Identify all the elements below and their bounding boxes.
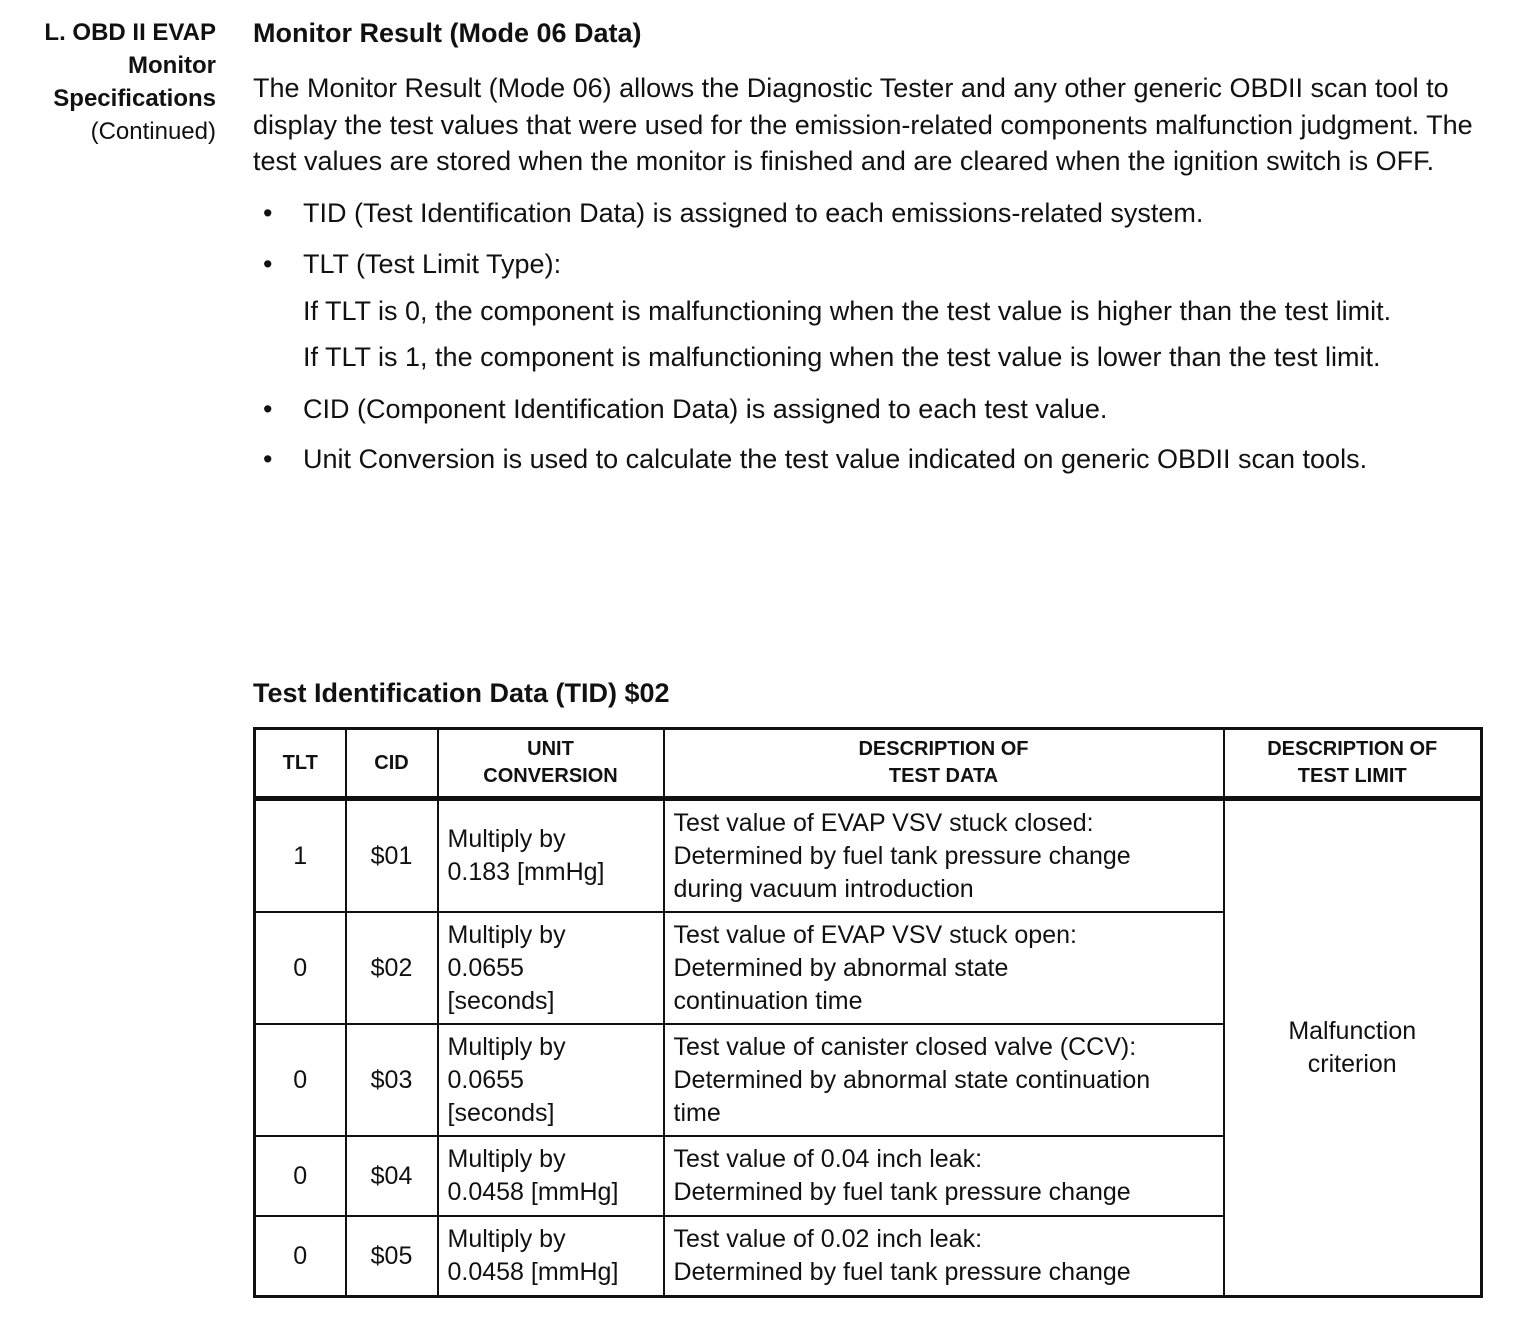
cell-line: 0.0655 xyxy=(447,953,524,982)
header-text-line: CONVERSION xyxy=(483,765,618,787)
header-tlt: TLT xyxy=(255,729,346,799)
header-text-line: TEST LIMIT xyxy=(1297,765,1407,787)
cell-line: Test value of 0.04 inch leak: xyxy=(673,1145,983,1173)
cell-line: 0.0458 [mmHg] xyxy=(447,1178,619,1206)
cell-line: [seconds] xyxy=(447,986,555,1015)
cell-line: Malfunction xyxy=(1288,1017,1417,1045)
cell-description xyxy=(664,912,1224,1024)
cell-line: Test value of 0.02 inch leak: xyxy=(673,1225,983,1253)
table-header-row xyxy=(255,729,1482,799)
cell-line: Determined by abnormal state xyxy=(673,953,1009,982)
sidebar-line-3: Specifications xyxy=(53,85,216,112)
cell-tlt: 0 xyxy=(255,1136,346,1216)
tid-table xyxy=(253,727,1483,1298)
cell-description xyxy=(664,1024,1224,1136)
bullet-tid xyxy=(253,195,1483,232)
header-description-test-limit xyxy=(1224,729,1482,799)
cell-description xyxy=(664,1136,1224,1216)
header-text-line: UNIT xyxy=(527,738,574,760)
cell-line: criterion xyxy=(1307,1050,1397,1078)
table-title: Test Identification Data (TID) $02 xyxy=(253,678,670,708)
bullet-cid xyxy=(253,391,1483,428)
cell-description xyxy=(664,799,1224,913)
header-unit-conversion xyxy=(438,729,664,799)
sidebar-line-2: Monitor xyxy=(128,52,216,79)
bullet-unit-conversion xyxy=(253,441,1423,478)
tlt-zero-note: If TLT is 0, the component is malfunctioning when the test value is higher than the test limit. xyxy=(303,295,1392,326)
cell-cid: $04 xyxy=(346,1136,438,1216)
cell-tlt: 1 xyxy=(255,799,346,913)
cell-test-limit xyxy=(1224,799,1482,1297)
cell-line: Determined by abnormal state continuation xyxy=(673,1065,1151,1094)
cell-line: Test value of EVAP VSV stuck open: xyxy=(673,920,1077,949)
cell-tlt: 0 xyxy=(255,1024,346,1136)
cell-tlt: 0 xyxy=(255,1216,346,1297)
header-text-line: TEST DATA xyxy=(888,765,999,787)
sidebar-line-1: L. OBD II EVAP xyxy=(44,19,216,46)
bullet-text: TLT (Test Limit Type): xyxy=(303,249,562,279)
cell-unit-conversion xyxy=(438,799,664,913)
bullet-text: CID (Component Identification Data) is assigned to each test value. xyxy=(303,393,1108,424)
section-title: Monitor Result (Mode 06 Data) xyxy=(253,18,642,48)
cell-unit-conversion xyxy=(438,1216,664,1297)
cell-line: Multiply by xyxy=(447,920,566,949)
cell-line: Determined by fuel tank pressure change xyxy=(673,841,1131,870)
cell-line: Multiply by xyxy=(447,1032,566,1061)
header-text-line: DESCRIPTION OF xyxy=(858,738,1029,760)
bullet-dot: • xyxy=(263,393,273,424)
cell-line: Multiply by xyxy=(447,825,566,853)
main-content xyxy=(253,16,1483,478)
bullet-tlt xyxy=(253,246,1483,283)
cell-line: 0.183 [mmHg] xyxy=(447,858,605,886)
cell-line: Test value of canister closed valve (CCV): xyxy=(673,1032,1137,1061)
header-cid: CID xyxy=(346,729,438,799)
bullet-dot: • xyxy=(263,249,273,279)
cell-line: during vacuum introduction xyxy=(673,874,974,903)
table-row xyxy=(255,799,1482,913)
header-text-line: DESCRIPTION OF xyxy=(1267,738,1438,760)
cell-line: Multiply by xyxy=(447,1145,566,1173)
cell-cid: $03 xyxy=(346,1024,438,1136)
cell-cid: $05 xyxy=(346,1216,438,1297)
cell-line: Determined by fuel tank pressure change xyxy=(673,1178,1131,1206)
sidebar-heading xyxy=(0,16,216,148)
bullet-text: TID (Test Identification Data) is assigned to each emissions-related system. xyxy=(303,197,1204,228)
intro-paragraph: The Monitor Result (Mode 06) allows the Diagnostic Tester and any other generic OBDII scan tool to display the test values that were used for the emission-related components malfunction judgment. The test values are stored when the monitor is finished and are cleared when the ignition switch is OFF. xyxy=(253,73,1473,176)
sidebar-line-4: (Continued) xyxy=(90,118,216,145)
cell-cid: $01 xyxy=(346,799,438,913)
cell-line: Test value of EVAP VSV stuck closed: xyxy=(673,808,1094,837)
cell-line: [seconds] xyxy=(447,1098,555,1127)
cell-unit-conversion xyxy=(438,1024,664,1136)
cell-cid: $02 xyxy=(346,912,438,1024)
cell-line: time xyxy=(673,1098,721,1127)
bullet-dot: • xyxy=(263,197,273,228)
cell-unit-conversion xyxy=(438,912,664,1024)
cell-line: 0.0458 [mmHg] xyxy=(447,1258,619,1286)
cell-line: continuation time xyxy=(673,986,863,1015)
cell-line: Determined by fuel tank pressure change xyxy=(673,1258,1131,1286)
bullet-text: Unit Conversion is used to calculate the test value indicated on generic OBDII scan tools. xyxy=(303,444,1368,474)
cell-line: 0.0655 xyxy=(447,1065,524,1094)
cell-line: Multiply by xyxy=(447,1225,566,1253)
bullet-dot: • xyxy=(263,444,273,474)
header-description-test-data xyxy=(664,729,1224,799)
cell-description xyxy=(664,1216,1224,1297)
cell-unit-conversion xyxy=(438,1136,664,1216)
tlt-one-note: If TLT is 1, the component is malfunctioning when the test value is lower than the test limit. xyxy=(303,342,1381,372)
cell-tlt: 0 xyxy=(255,912,346,1024)
